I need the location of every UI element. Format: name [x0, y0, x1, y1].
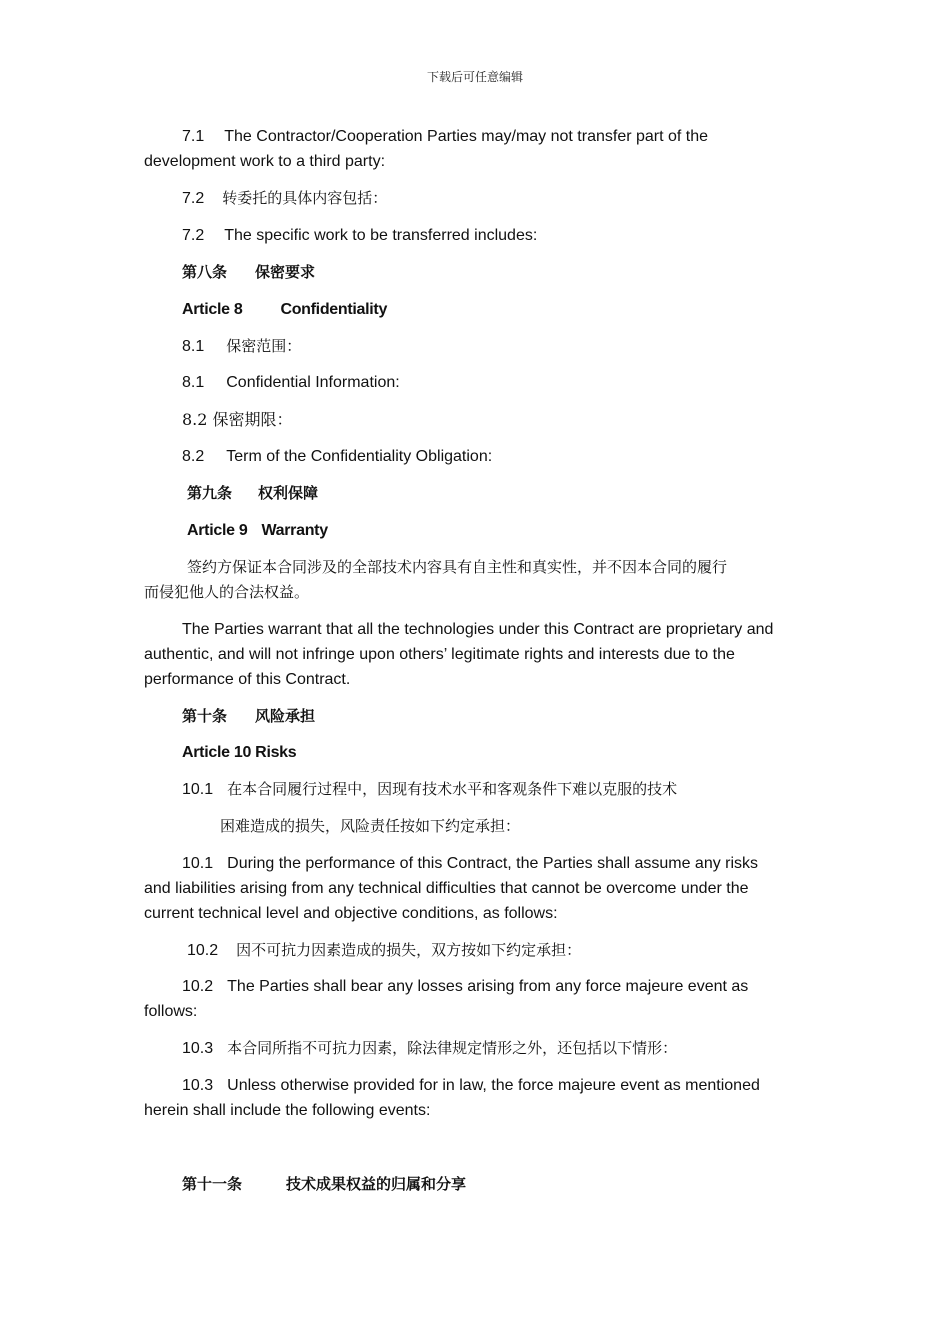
clause-10-2-en [182, 974, 748, 999]
clause-number: 10.3 [182, 1040, 214, 1057]
clause-text: 保密范围： [226, 337, 302, 355]
article-9-heading-cn [187, 481, 318, 506]
article-number: 第十条 [182, 707, 228, 725]
article-number: 第十一条 [182, 1175, 243, 1193]
article-10-heading-en: Article 10 Risks [182, 744, 297, 761]
clause-10-3-en [182, 1073, 760, 1098]
article-title: 保密要求 [255, 263, 316, 281]
article-title: Warranty [261, 522, 328, 539]
clause-number: 7.2 [182, 190, 205, 207]
clause-8-1-en [182, 370, 400, 395]
page-header: 下载后可任意编辑 [426, 70, 523, 84]
clause-10-3-cn [182, 1036, 677, 1061]
article-number: Article 9 [187, 522, 248, 539]
clause-text: 因不可抗力因素造成的损失，双方按如下约定承担： [236, 941, 582, 959]
clause-text: 本合同所指不可抗力因素，除法律规定情形之外，还包括以下情形： [227, 1039, 678, 1057]
clause-10-2-cn [187, 938, 581, 963]
article-8-heading-en [182, 297, 387, 322]
clause-number: 10.1 [182, 781, 214, 798]
article-9-body-cn-1: 签约方保证本合同涉及的全部技术内容具有自主性和真实性，并不因本合同的履行 [187, 558, 728, 576]
article-9-body-cn-2: 而侵犯他人的合法权益。 [144, 583, 310, 601]
clause-text: Confidential Information: [226, 374, 400, 391]
clause-text: Term of the Confidentiality Obligation: [226, 448, 493, 465]
clause-text: 在本合同履行过程中，因现有技术水平和客观条件下难以克服的技术 [227, 780, 678, 798]
clause-10-1-cn [182, 777, 677, 802]
clause-number: 7.2 [182, 227, 205, 244]
clause-number: 8.2 [182, 448, 205, 465]
clause-text: Unless otherwise provided for in law, the force majeure event as mentioned [227, 1077, 760, 1094]
clause-10-1-en-cont-2: current technical level and objective conditions, as follows: [144, 905, 558, 922]
clause-10-2-en-cont: follows: [144, 1003, 198, 1020]
clause-number: 10.2 [182, 978, 214, 995]
clause-text: 转委托的具体内容包括： [222, 189, 388, 207]
article-title: Confidentiality [280, 301, 388, 318]
clause-7-1 [182, 124, 708, 149]
article-title: 风险承担 [255, 707, 316, 725]
clause-number: 8.1 [182, 338, 205, 355]
article-10-heading-cn [182, 704, 315, 729]
article-title: 权利保障 [258, 484, 319, 502]
clause-7-2-cn [182, 186, 387, 211]
clause-10-1-en [182, 851, 758, 876]
article-11-heading-cn [182, 1172, 466, 1197]
clause-7-1-cont: development work to a third party: [144, 153, 386, 170]
clause-number: 10.1 [182, 855, 214, 872]
article-number: 第九条 [187, 484, 233, 502]
clause-text: During the performance of this Contract, the Parties shall assume any risks [227, 855, 759, 872]
clause-number: 10.3 [182, 1077, 214, 1094]
clause-8-2-cn: 8.2 保密期限： [182, 410, 293, 429]
clause-7-2-en [182, 223, 537, 248]
article-9-body-en-1: The Parties warrant that all the technologies under this Contract are proprietary and [182, 621, 774, 638]
clause-8-2-en [182, 444, 492, 469]
clause-text: The Parties shall bear any losses arising from any force majeure event as [227, 978, 749, 995]
article-number: Article 8 [182, 301, 243, 318]
article-9-heading-en [187, 518, 328, 543]
clause-10-1-cn-cont: 困难造成的损失，风险责任按如下约定承担： [220, 817, 521, 835]
article-number: 第八条 [182, 263, 228, 281]
clause-number: 10.2 [187, 942, 219, 959]
article-9-body-en-2: authentic, and will not infringe upon others’ legitimate rights and interests due to the [144, 646, 735, 663]
article-8-heading-cn [182, 260, 315, 285]
clause-10-3-en-cont: herein shall include the following events: [144, 1102, 431, 1119]
clause-text: The Contractor/Cooperation Parties may/may not transfer part of the [224, 128, 709, 145]
article-title: 技术成果权益的归属和分享 [286, 1175, 467, 1193]
clause-number: 8.1 [182, 374, 205, 391]
clause-10-1-en-cont-1: and liabilities arising from any technical difficulties that cannot be overcome under the [144, 880, 749, 897]
clause-8-1-cn [182, 334, 301, 359]
clause-number: 7.1 [182, 128, 205, 145]
article-9-body-en-3: performance of this Contract. [144, 671, 351, 688]
clause-text: The specific work to be transferred includes: [224, 227, 538, 244]
